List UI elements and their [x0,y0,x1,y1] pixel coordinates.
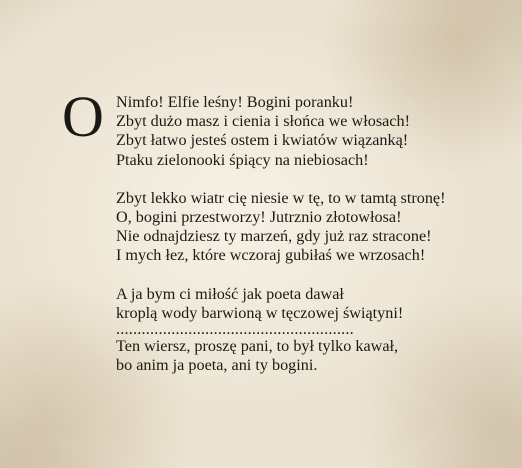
stanza-1 [116,93,446,170]
dotted-separator: ........................................................ [116,323,354,338]
poem-line: Ten wiersz, proszę pani, to był tylko kawał, [116,337,399,356]
poem-line: O, bogini przestworzy! Jutrznio złotowłosa! [116,208,402,227]
poem-line: bo anim ja poeta, ani ty bogini. [116,356,318,375]
drop-cap: O [62,84,104,149]
coda [116,337,446,375]
stanza-3 [116,285,446,323]
poem-line: Nimfo! Elfie leśny! Bogini poranku! [116,93,354,111]
poem-line: A ja bym ci miłość jak poeta dawał [116,284,344,303]
poem-line: Zbyt dużo masz i cienia i słońca we włosach! [116,112,410,131]
poem-line: I mych łez, które wczoraj gubiłaś we wrzosach! [116,246,426,265]
poem-line: Zbyt łatwo jesteś ostem i kwiatów wiązanką! [116,131,409,150]
poem-line: Nie odnajdziesz ty marzeń, gdy już raz stracone! [116,227,432,246]
poem-line: Ptaku zielonooki śpiący na niebiosach! [116,150,369,169]
stanza-2 [116,189,446,266]
poem-line: Zbyt lekko wiatr cię niesie w tę, to w tamtą stronę! [116,188,446,207]
poem-line: kroplą wody barwioną w tęczowej świątyni! [116,303,404,322]
poem-text [116,93,446,375]
